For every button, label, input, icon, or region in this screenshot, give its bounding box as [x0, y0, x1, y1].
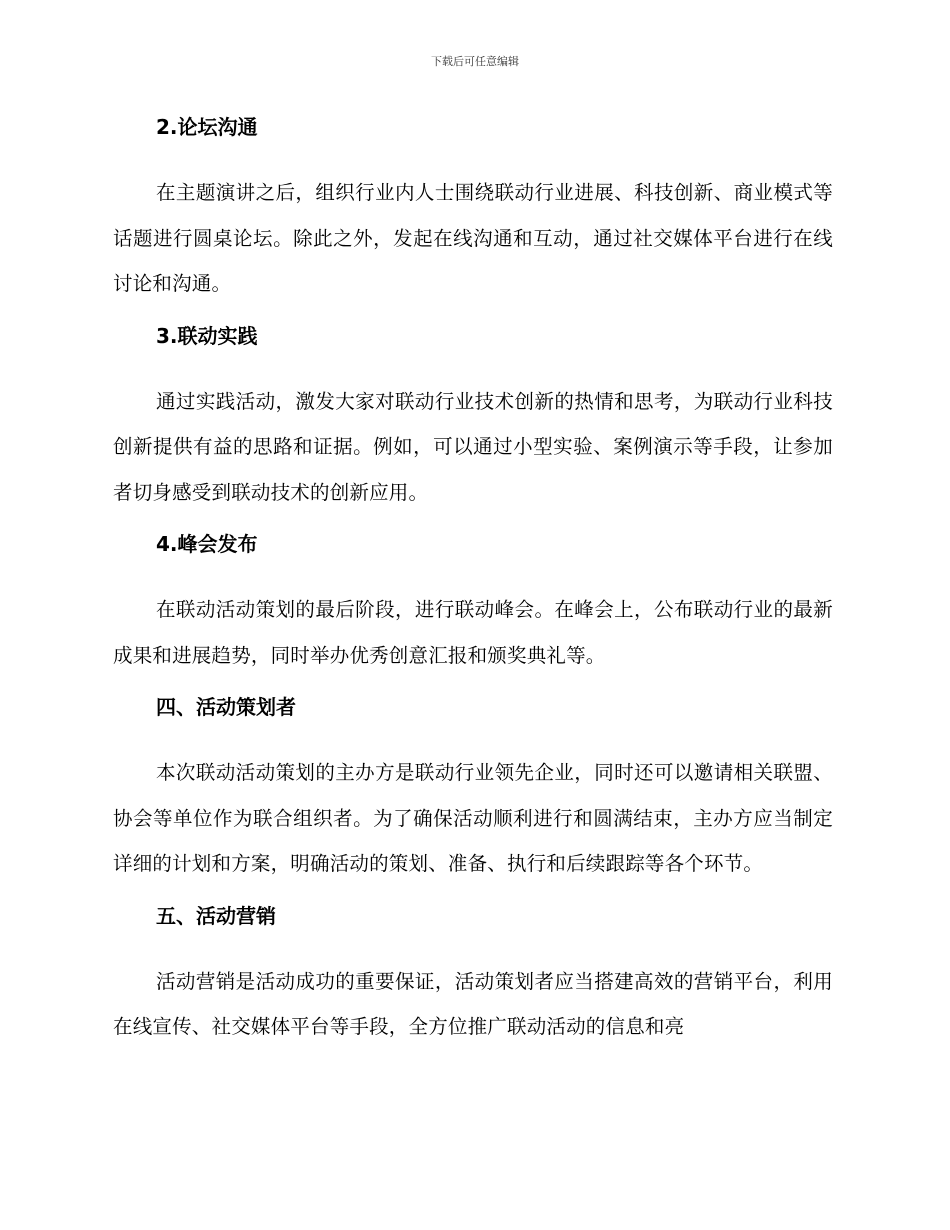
section-heading-organizer: 四、活动策划者: [156, 695, 296, 719]
section-heading-practice: 3.联动实践: [156, 323, 258, 348]
section-heading-marketing: 五、活动营销: [156, 903, 276, 928]
section-heading-forum: 2.论坛沟通: [156, 115, 258, 139]
section-paragraph-organizer: 本次联动活动策划的主办方是联动行业领先企业，同时还可以邀请相关联盟、协会等单位作为联合组织者。为了确保活动顺利进行和圆满结束，主办方应当制定详细的计划和方案，明确活动的策划、准备、执行和后续跟踪等各个环节。: [113, 761, 833, 875]
section-paragraph-marketing: 活动营销是活动成功的重要保证，活动策划者应当搭建高效的营销平台，利用在线宣传、社交媒体平台等手段，全方位推广联动活动的信息和亮: [113, 969, 833, 1038]
section-paragraph-summit: 在联动活动策划的最后阶段，进行联动峰会。在峰会上，公布联动行业的最新成果和进展趋势，同时举办优秀创意汇报和颁奖典礼等。: [113, 598, 833, 667]
section-paragraph-practice: 通过实践活动，激发大家对联动行业技术创新的热情和思考，为联动行业科技创新提供有益的思路和证据。例如，可以通过小型实验、案例演示等手段，让参加者切身感受到联动技术的创新应用。: [113, 389, 833, 504]
section-paragraph-forum: 在主题演讲之后，组织行业内人士围绕联动行业进展、科技创新、商业模式等话题进行圆桌论坛。除此之外，发起在线沟通和互动，通过社交媒体平台进行在线讨论和沟通。: [113, 181, 833, 295]
section-heading-summit: 4.峰会发布: [156, 532, 258, 556]
page-header-note: 下载后可任意编辑: [431, 55, 519, 68]
document-body: [113, 112, 833, 1064]
